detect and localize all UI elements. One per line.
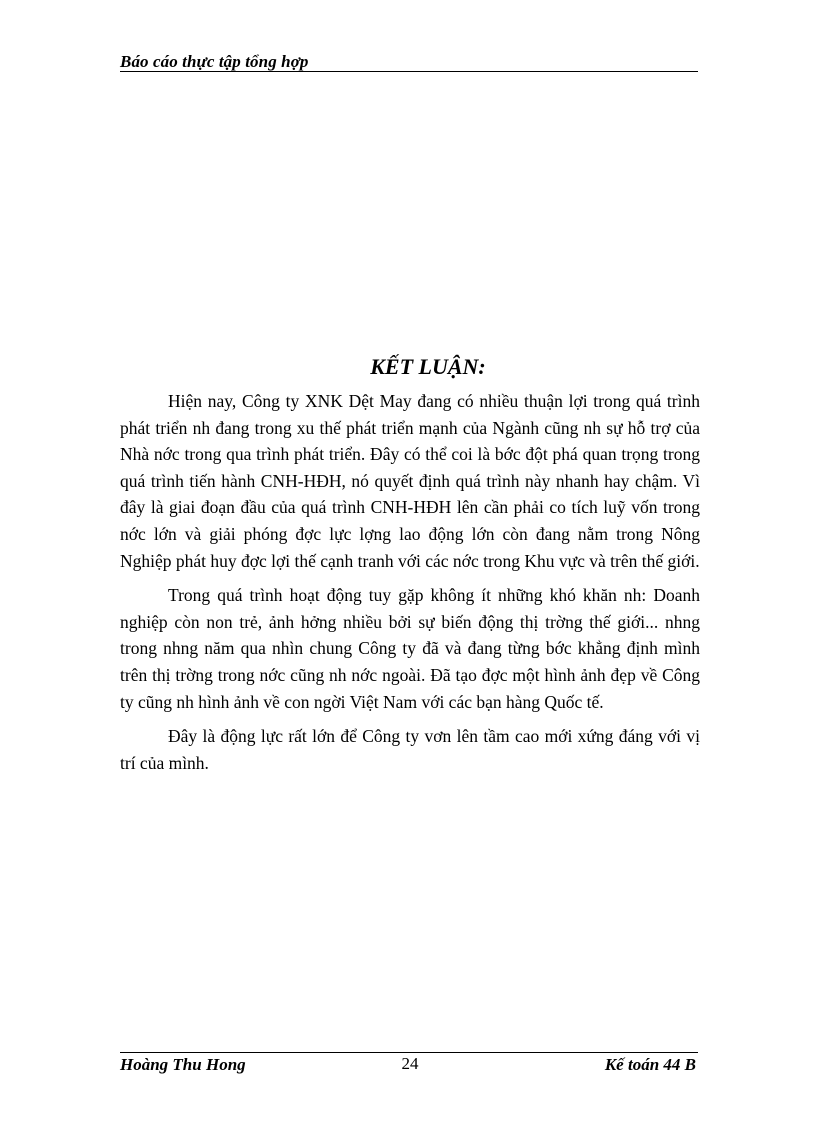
page-number: 24 xyxy=(401,1054,419,1073)
document-body xyxy=(120,388,700,784)
footer-author: Hoàng Thu Hong xyxy=(120,1055,246,1074)
header-title: Báo cáo thực tập tổng hợp xyxy=(120,52,309,71)
footer-divider xyxy=(120,1052,698,1053)
paragraph-2: Trong quá trình hoạt động tuy gặp không ít những khó khăn nh: Doanh nghiệp còn non trẻ, ảnh hởng nhiều bởi sự biến động thị trờng thế giới... nhng trong nhng năm qua nhìn chung Công ty đã và đang từng bớc khẳng định mình trên thị trờng trong nớc cũng nh nớc ngoài. Đã tạo đợc một hình ảnh đẹp về Công ty cũng nh hình ảnh về con ngời Việt Nam với các bạn hàng Quốc tế. xyxy=(120,585,700,712)
header-divider xyxy=(120,71,698,72)
conclusion-heading: KẾT LUẬN: xyxy=(370,354,486,379)
paragraph-1: Hiện nay, Công ty XNK Dệt May đang có nhiều thuận lợi trong quá trình phát triển nh đang trong xu thế phát triển mạnh của Ngành cũng nh sự hỗ trợ của Nhà nớc trong qua trình phát triển. Đây có thể coi là bớc đột phá quan trọng trong quá trình tiến hành CNH-HĐH, nó quyết định quá trình này nhanh hay chậm. Vì đây là giai đoạn đầu của quá trình CNH-HĐH lên cần phải co tích luỹ vốn trong nớc lớn và giải phóng đợc lực lợng lao động lớn còn đang nằm trong Nông Nghiệp phát huy đợc lợi thế cạnh tranh với các nớc trong Khu vực và trên thế giới. xyxy=(120,391,700,571)
footer-class-label: Kế toán 44 B xyxy=(604,1055,696,1074)
paragraph-3: Đây là động lực rất lớn để Công ty vơn lên tầm cao mới xứng đáng với vị trí của mình. xyxy=(120,726,700,773)
